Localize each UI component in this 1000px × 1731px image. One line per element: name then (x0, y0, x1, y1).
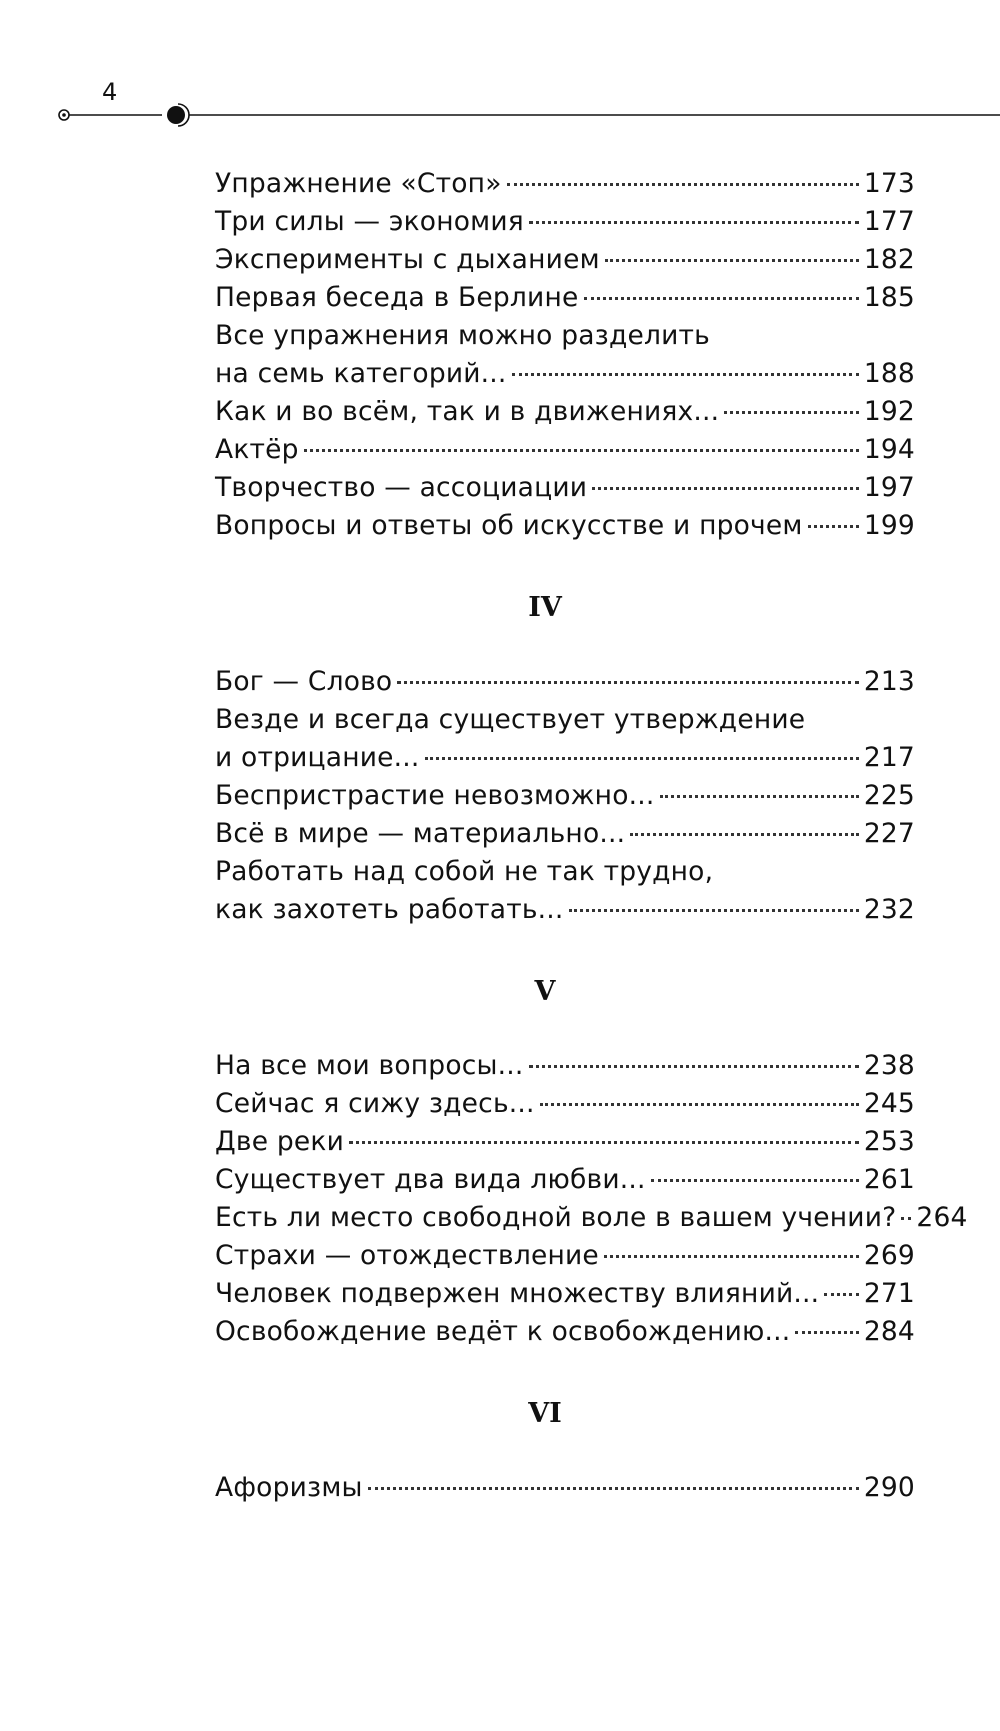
dot-leader (425, 756, 859, 760)
toc-entry[interactable] (215, 1123, 915, 1161)
toc-entry-page: 290 (863, 1472, 915, 1503)
toc-entry-page: 227 (863, 818, 915, 849)
dot-leader (529, 220, 859, 224)
dot-leader (569, 908, 859, 912)
dot-leader (592, 486, 859, 490)
header-rule (52, 100, 1000, 130)
dot-leader (604, 1254, 859, 1258)
toc-entry[interactable] (215, 701, 915, 777)
toc-entry-title-line: Работать над собой не так трудно, (215, 856, 714, 887)
toc-entry[interactable] (215, 279, 915, 317)
toc-entry-title: Как и во всём, так и в движениях... (215, 396, 720, 427)
toc-entry-page: 264 (916, 1202, 968, 1233)
toc-entry[interactable] (215, 815, 915, 853)
toc-entry-page: 197 (863, 472, 915, 503)
page-number: 4 (102, 78, 118, 106)
toc-entry-page: 245 (863, 1088, 915, 1119)
toc-entry-title: Всё в мире — материально... (215, 818, 626, 849)
toc-entry-title: Освобождение ведёт к освобождению... (215, 1316, 791, 1347)
toc-entry-title: Три силы — экономия (215, 206, 524, 237)
toc-entry[interactable] (215, 663, 915, 701)
toc-entry[interactable] (215, 1085, 915, 1123)
toc-entry[interactable] (215, 165, 915, 203)
dot-leader (507, 182, 859, 186)
dot-leader (901, 1216, 911, 1220)
toc-entry-title-line: Везде и всегда существует утверждение (215, 704, 806, 735)
large-dot-icon (167, 106, 185, 124)
toc-entry[interactable] (215, 1469, 915, 1507)
toc-entry-page: 271 (863, 1278, 915, 1309)
toc-entry-page: 269 (863, 1240, 915, 1271)
toc-section (215, 165, 915, 545)
toc-entry[interactable] (215, 1199, 968, 1237)
toc-entry-title: Упражнение «Стоп» (215, 168, 502, 199)
dot-leader (651, 1178, 859, 1182)
dot-leader (529, 1064, 859, 1068)
dot-leader (795, 1330, 858, 1334)
dot-leader (824, 1292, 859, 1296)
dot-leader (630, 832, 859, 836)
toc-entry-page: 177 (863, 206, 915, 237)
toc-entry-title: Эксперименты с дыханием (215, 244, 600, 275)
toc-entry-page: 213 (863, 666, 915, 697)
toc-entry[interactable] (215, 853, 915, 929)
toc-entry[interactable] (215, 241, 915, 279)
toc-entry-page: 217 (863, 742, 915, 773)
toc-section (215, 973, 968, 1351)
toc-entry-page: 185 (863, 282, 915, 313)
dot-leader (724, 410, 859, 414)
dot-leader (808, 524, 859, 528)
toc-entry-page: 238 (863, 1050, 915, 1081)
toc-entry-title: Есть ли место свободной воле в вашем учении? (215, 1202, 897, 1233)
toc-entry-page: 232 (863, 894, 915, 925)
dot-leader (660, 794, 859, 798)
toc-entry[interactable] (215, 777, 915, 815)
dot-leader (584, 296, 859, 300)
toc-entry[interactable] (215, 507, 915, 545)
toc-entry-page: 182 (863, 244, 915, 275)
toc-entry-title: Две реки (215, 1126, 345, 1157)
toc-entry[interactable] (215, 1161, 915, 1199)
toc-entry-page: 192 (863, 396, 915, 427)
toc-entry-title: Человек подвержен множеству влияний... (215, 1278, 820, 1309)
toc-entry-title: Бог — Слово (215, 666, 393, 697)
toc-entry-title: Страхи — отождествление (215, 1240, 599, 1271)
toc-entry-page: 188 (863, 358, 915, 389)
toc-entry-page: 199 (863, 510, 915, 541)
dot-leader (304, 448, 859, 452)
toc-entry[interactable] (215, 1237, 915, 1275)
toc-entry-title: Сейчас я сижу здесь... (215, 1088, 535, 1119)
toc-entry-title: Первая беседа в Берлине (215, 282, 579, 313)
toc-entry[interactable] (215, 1313, 915, 1351)
toc-entry-title: и отрицание... (215, 742, 420, 773)
toc-entry-title: Творчество — ассоциации (215, 472, 588, 503)
toc-entry-title: На все мои вопросы... (215, 1050, 524, 1081)
dot-leader (397, 680, 858, 684)
toc-section (215, 1395, 915, 1507)
toc-entry-page: 253 (863, 1126, 915, 1157)
toc-entry[interactable] (215, 1275, 915, 1313)
toc-entry-title: Беспристрастие невозможно... (215, 780, 655, 811)
toc-entry-page: 284 (863, 1316, 915, 1347)
toc-section (215, 589, 915, 929)
toc-entry[interactable] (215, 393, 915, 431)
toc-entry-title: Афоризмы (215, 1472, 363, 1503)
toc-entry[interactable] (215, 469, 915, 507)
toc-entry[interactable] (215, 1047, 915, 1085)
toc-entry[interactable] (215, 431, 915, 469)
table-of-contents (215, 165, 968, 1507)
toc-entry-page: 194 (863, 434, 915, 465)
section-heading: IV (528, 592, 562, 623)
toc-entry-title: Существует два вида любви... (215, 1164, 646, 1195)
toc-entry-title: Актёр (215, 434, 299, 465)
toc-entry[interactable] (215, 203, 915, 241)
dot-leader (512, 372, 859, 376)
toc-entry-page: 225 (863, 780, 915, 811)
toc-entry-page: 173 (863, 168, 915, 199)
toc-entry-title: Вопросы и ответы об искусстве и прочем (215, 510, 803, 541)
section-heading: V (534, 976, 556, 1007)
section-heading: VI (528, 1398, 562, 1429)
toc-entry-title: как захотеть работать... (215, 894, 564, 925)
toc-entry-title: на семь категорий... (215, 358, 507, 389)
dot-leader (368, 1486, 859, 1490)
toc-entry[interactable] (215, 317, 915, 393)
toc-entry-page: 261 (863, 1164, 915, 1195)
dot-leader (605, 258, 859, 262)
dot-leader (540, 1102, 859, 1106)
dot-leader (349, 1140, 859, 1144)
toc-entry-title-line: Все упражнения можно разделить (215, 320, 710, 351)
